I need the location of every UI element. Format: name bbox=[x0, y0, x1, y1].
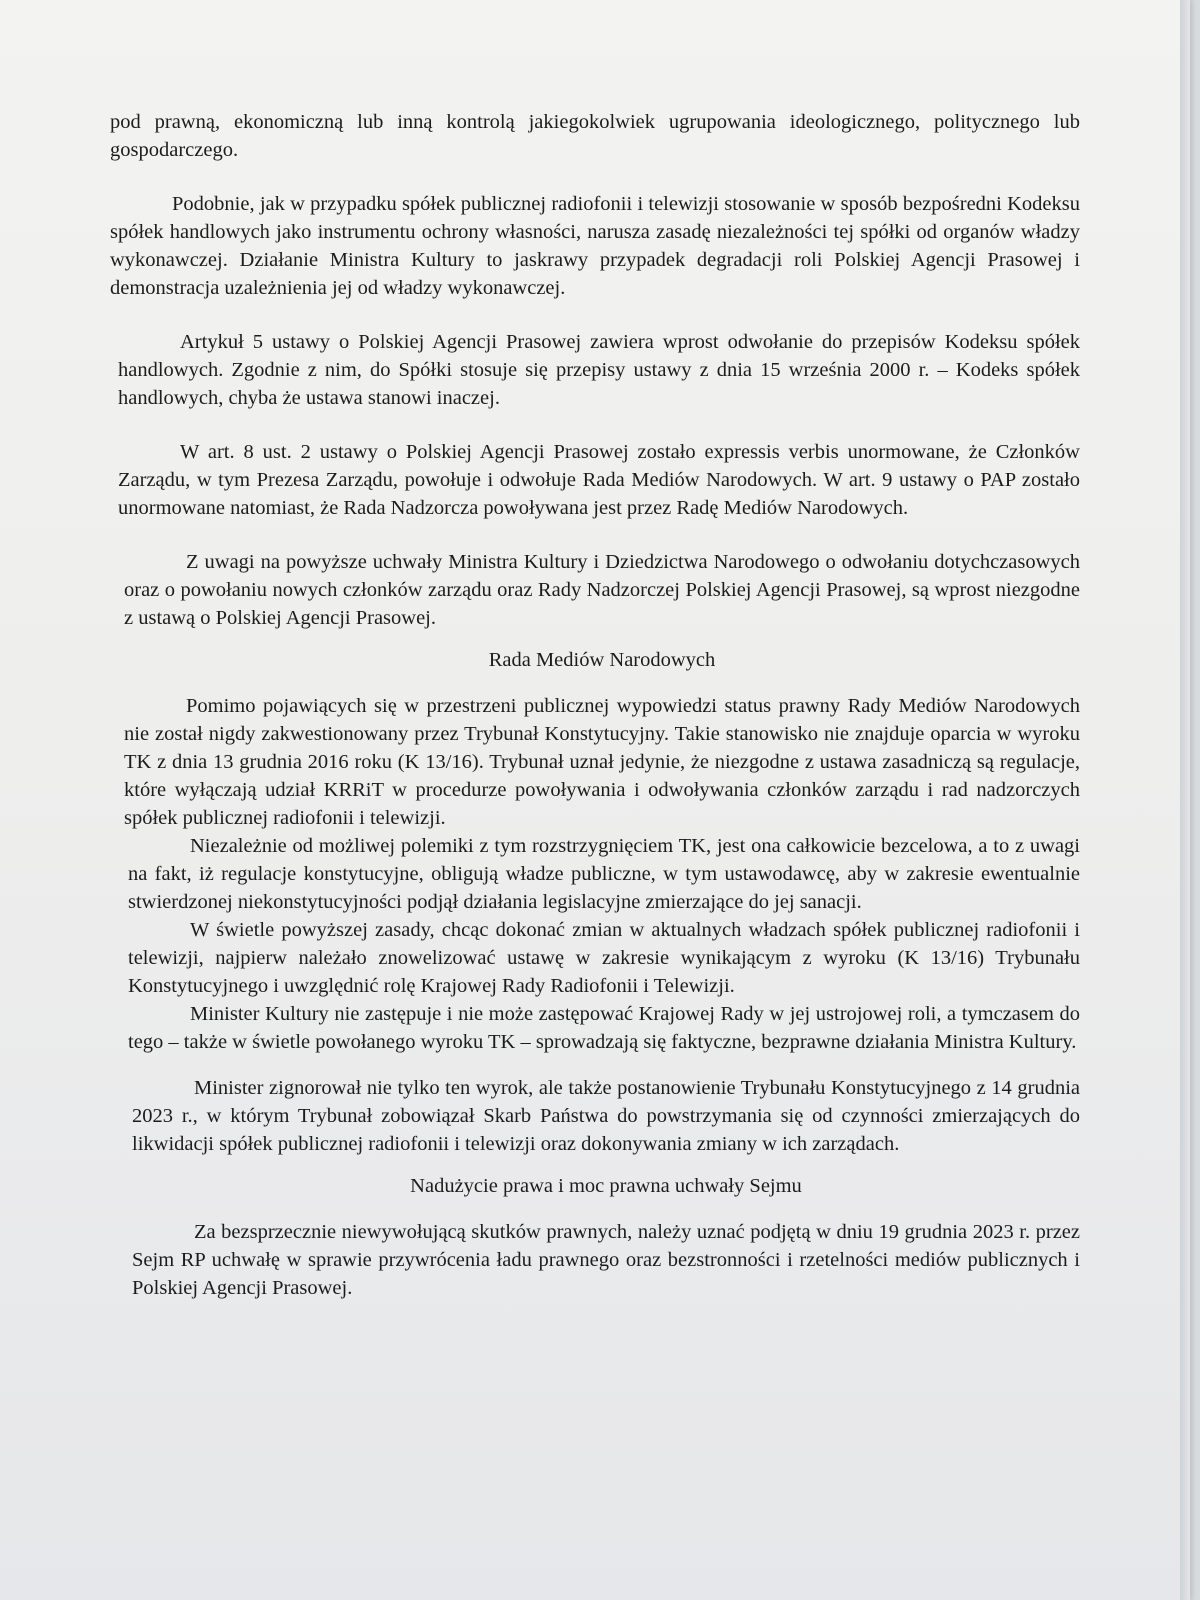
paragraph-2: Podobnie, jak w przypadku spółek publicznej radiofonii i telewizji stosowanie w sposób bezpośredni Kodeksu spółek handlowych jako instrumentu ochrony własności, narusza zasadę niezależności tej spółki od organów władzy wykonawczej. Działanie Ministra Kultury to jaskrawy przypadek degradacji roli Polskiej Agencji Prasowej i demonstracja uzależnienia jej od władzy wykonawczej. bbox=[110, 193, 1080, 299]
section1-paragraph-2: Niezależnie od możliwej polemiki z tym rozstrzygnięciem TK, jest ona całkowicie bezcelowa, a to z uwagi na fakt, iż regulacje konstytucyjne, obligują władze publiczne, w tym ustawodawcę, aby w zakresie ewentualnie stwierdzonej niekonstytucyjności podjął działania legislacyjne zmierzające do jej sanacji. bbox=[128, 835, 1080, 913]
page-edge bbox=[1180, 0, 1190, 1600]
section1-paragraph-4: Minister Kultury nie zastępuje i nie może zastępować Krajowej Rady w jej ustrojowej roli, a tymczasem do tego – także w świetle powołanego wyroku TK – sprowadzają się faktyczne, bezprawne działania Ministra Kultury. bbox=[128, 1003, 1080, 1053]
document-body bbox=[110, 108, 1080, 1302]
section1-paragraph-1: Pomimo pojawiących się w przestrzeni publicznej wypowiedzi status prawny Rady Mediów Narodowych nie został nigdy zakwestionowany przez Trybunał Konstytucyjny. Takie stanowisko nie znajduje oparcia w wyroku TK z dnia 13 grudnia 2016 roku (K 13/16). Trybunał uznał jedynie, że niezgodne z ustawa zasadniczą są regulacje, które wyłączają udział KRRiT w procedurze powoływania i odwoływania członków zarządu i rad nadzorczych spółek publicznej radiofonii i telewizji. bbox=[124, 695, 1080, 829]
paragraph-5: Z uwagi na powyższe uchwały Ministra Kultury i Dziedzictwa Narodowego o odwołaniu dotychczasowych oraz o powołaniu nowych członków zarządu oraz Rady Nadzorczej Polskiej Agencji Prasowej, są wprost niezgodne z ustawą o Polskiej Agencji Prasowej. bbox=[124, 551, 1080, 629]
section1-paragraph-3: W świetle powyższej zasady, chcąc dokonać zmian w aktualnych władzach spółek publicznej radiofonii i telewizji, najpierw należało znowelizować ustawę w zakresie wynikającym z wyroku (K 13/16) Trybunału Konstytucyjnego i uwzględnić rolę Krajowej Rady Radiofonii i Telewizji. bbox=[128, 919, 1080, 997]
section2-paragraph-1: Za bezsprzecznie niewywołującą skutków prawnych, należy uznać podjętą w dniu 19 grudnia 2023 r. przez Sejm RP uchwałę w sprawie przywrócenia ładu prawnego oraz bezstronności i rzetelności mediów publicznych i Polskiej Agencji Prasowej. bbox=[132, 1221, 1080, 1299]
paragraph-4: W art. 8 ust. 2 ustawy o Polskiej Agencji Prasowej zostało expressis verbis unormowane, że Członków Zarządu, w tym Prezesa Zarządu, powołuje i odwołuje Rada Mediów Narodowych. W art. 9 ustawy o PAP zostało unormowane natomiast, że Rada Nadzorcza powoływana jest przez Radę Mediów Narodowych. bbox=[118, 441, 1080, 519]
paragraph-3: Artykuł 5 ustawy o Polskiej Agencji Prasowej zawiera wprost odwołanie do przepisów Kodeksu spółek handlowych. Zgodnie z nim, do Spółki stosuje się przepisy ustawy z dnia 15 września 2000 r. – Kodeks spółek handlowych, chyba że ustawa stanowi inaczej. bbox=[118, 331, 1080, 409]
section1-paragraph-5: Minister zignorował nie tylko ten wyrok, ale także postanowienie Trybunału Konstytucyjnego z 14 grudnia 2023 r., w którym Trybunał zobowiązał Skarb Państwa do powstrzymania się od czynności zmierzających do likwidacji spółek publicznej radiofonii i telewizji oraz dokonywania zmiany w ich zarządach. bbox=[132, 1077, 1080, 1155]
section-heading-naduzycie-prawa: Nadużycie prawa i moc prawna uchwały Sejmu bbox=[410, 1175, 802, 1197]
section-heading-rada-mediow: Rada Mediów Narodowych bbox=[488, 649, 716, 671]
paragraph-1: pod prawną, ekonomiczną lub inną kontrolą jakiegokolwiek ugrupowania ideologicznego, politycznego lub gospodarczego. bbox=[110, 111, 1080, 161]
